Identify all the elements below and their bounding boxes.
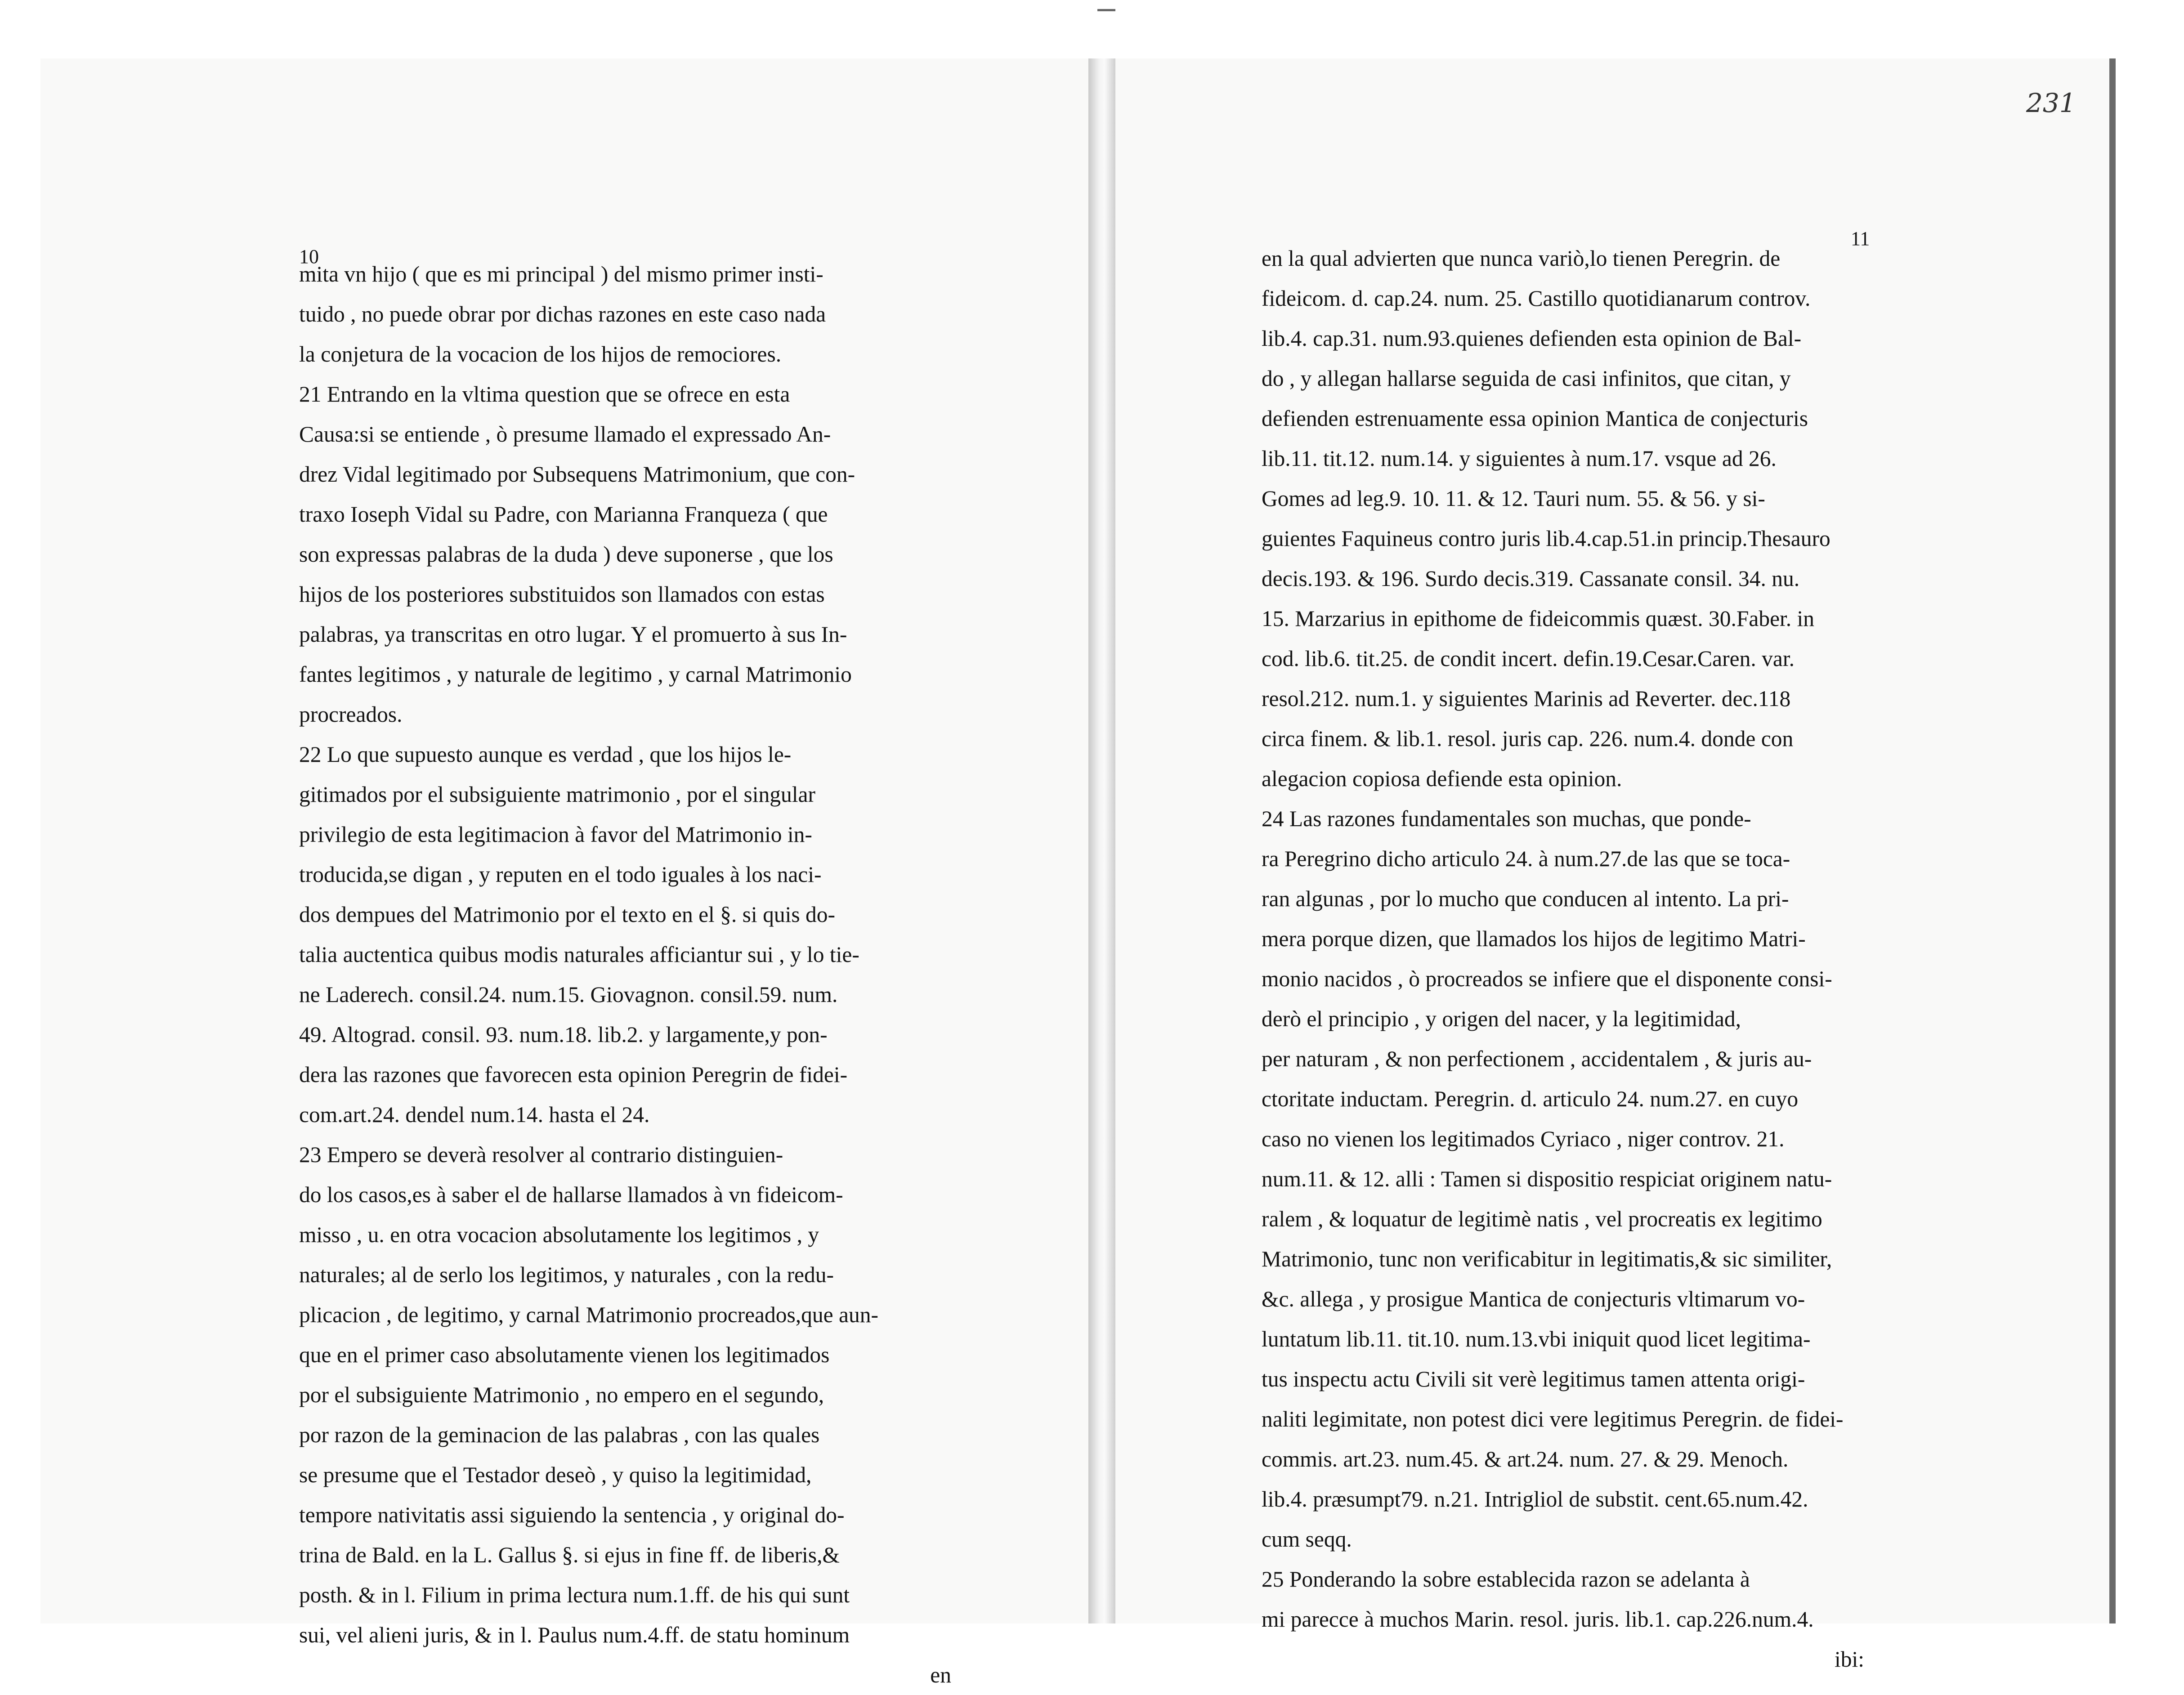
text-line: dos dempues del Matrimonio por el texto en el §. si quis do-: [299, 902, 835, 927]
text-line: ctoritate inductam. Peregrin. d. articulo 24. num.27. en cuyo: [1262, 1087, 1799, 1111]
text-line: circa finem. & lib.1. resol. juris cap. 226. num.4. donde con: [1262, 726, 1794, 751]
text-line: por el subsiguiente Matrimonio , no empero en el segundo,: [299, 1382, 824, 1407]
text-line: com.art.24. dendel num.14. hasta el 24.: [299, 1102, 650, 1127]
text-line: mita vn hijo ( que es mi principal ) del mismo primer insti-: [299, 262, 823, 286]
text-line: &c. allega , y prosigue Mantica de conjecturis vltimarum vo-: [1262, 1287, 1805, 1311]
text-line: sui, vel alieni juris, & in l. Paulus num.4.ff. de statu hominum: [299, 1623, 850, 1647]
text-line: tuido , no puede obrar por dichas razones en este caso nada: [299, 302, 826, 326]
text-line: fantes legitimos , y naturale de legitimo , y carnal Matrimonio: [299, 662, 852, 687]
text-line: naturales; al de serlo los legitimos, y naturales , con la redu-: [299, 1262, 834, 1287]
text-line: la conjetura de la vocacion de los hijos de remociores.: [299, 342, 782, 367]
text-line: defienden estrenuamente essa opinion Mantica de conjecturis: [1262, 406, 1808, 431]
text-line: hijos de los posteriores substituidos son llamados con estas: [299, 582, 825, 607]
text-line: 24 Las razones fundamentales son muchas, que ponde-: [1262, 806, 1751, 831]
text-line: Gomes ad leg.9. 10. 11. & 12. Tauri num. 55. & 56. y si-: [1262, 486, 1765, 511]
text-line: alegacion copiosa defiende esta opinion.: [1262, 766, 1622, 791]
text-line: do los casos,es à saber el de hallarse llamados à vn fideicom-: [299, 1182, 843, 1207]
text-line: que en el primer caso absolutamente vienen los legitimados: [299, 1342, 830, 1367]
text-line: misso , u. en otra vocacion absolutamente los legitimos , y: [299, 1222, 819, 1247]
text-line: Causa:si se entiende , ò presume llamado el expressado An-: [299, 422, 831, 447]
book-spine: [1088, 58, 1115, 1623]
text-line: monio nacidos , ò procreados se infiere que el disponente consi-: [1262, 966, 1832, 991]
text-line: ralem , & loquatur de legitimè natis , vel procreatis ex legitimo: [1262, 1207, 1822, 1231]
text-line: guientes Faquineus contro juris lib.4.cap.51.in princip.Thesauro: [1262, 526, 1830, 551]
text-line: ran algunas , por lo mucho que conducen al intento. La pri-: [1262, 886, 1789, 911]
text-line: naliti legimitate, non potest dici vere legitimus Peregrin. de fidei-: [1262, 1407, 1844, 1431]
text-line: commis. art.23. num.45. & art.24. num. 27. & 29. Menoch.: [1262, 1447, 1789, 1471]
page-number-right: 11: [1851, 228, 1870, 250]
text-line: se presume que el Testador deseò , y quiso la legitimidad,: [299, 1462, 812, 1487]
text-line: traxo Ioseph Vidal su Padre, con Marianna Franqueza ( que: [299, 502, 828, 527]
text-line: tus inspectu actu Civili sit verè legitimus tamen attenta origi-: [1262, 1367, 1805, 1391]
page-number-left: 10: [299, 246, 319, 268]
text-line: talia auctentica quibus modis naturales afficiantur sui , y lo tie-: [299, 942, 859, 967]
text-line: ne Laderech. consil.24. num.15. Giovagnon. consil.59. num.: [299, 982, 838, 1007]
catchword: ibi:: [1834, 1647, 1864, 1672]
text-line: 49. Altograd. consil. 93. num.18. lib.2. y largamente,y pon-: [299, 1022, 828, 1047]
text-line: Matrimonio, tunc non verificabitur in legitimatis,& sic similiter,: [1262, 1247, 1832, 1271]
text-line: plicacion , de legitimo, y carnal Matrimonio procreados,que aun-: [299, 1302, 878, 1327]
catchword: en: [930, 1663, 951, 1687]
left-page-text: [299, 254, 951, 1695]
text-line: 15. Marzarius in epithome de fideicommis quæst. 30.Faber. in: [1262, 606, 1815, 631]
text-line: procreados.: [299, 702, 403, 727]
text-line: luntatum lib.11. tit.10. num.13.vbi iniquit quod licet legitima-: [1262, 1327, 1811, 1351]
text-line: mi parecce à muchos Marin. resol. juris. lib.1. cap.226.num.4.: [1262, 1607, 1814, 1632]
text-line: resol.212. num.1. y siguientes Marinis ad Reverter. dec.118: [1262, 686, 1791, 711]
text-line: drez Vidal legitimado por Subsequens Matrimonium, que con-: [299, 462, 855, 487]
text-line: por razon de la geminacion de las palabras , con las quales: [299, 1422, 820, 1447]
text-line: troducida,se digan , y reputen en el todo iguales à los naci-: [299, 862, 822, 887]
text-line: num.11. & 12. alli : Tamen si dispositio respiciat originem natu-: [1262, 1167, 1832, 1191]
text-line: caso no vienen los legitimados Cyriaco , niger controv. 21.: [1262, 1127, 1785, 1151]
text-line: 23 Empero se deverà resolver al contrario distinguien-: [299, 1142, 783, 1167]
text-line: dera las razones que favorecen esta opinion Peregrin de fidei-: [299, 1062, 848, 1087]
text-line: lib.4. præsumpt79. n.21. Intrigliol de substit. cent.65.num.42.: [1262, 1487, 1808, 1512]
text-line: lib.4. cap.31. num.93.quienes defienden esta opinion de Bal-: [1262, 326, 1802, 351]
text-line: do , y allegan hallarse seguida de casi infinitos, que citan, y: [1262, 366, 1791, 391]
text-line: tempore nativitatis assi siguiendo la sentencia , y original do-: [299, 1503, 845, 1527]
folio-number: 231: [2026, 88, 2076, 118]
text-line: decis.193. & 196. Surdo decis.319. Cassanate consil. 34. nu.: [1262, 566, 1800, 591]
text-line: gitimados por el subsiguiente matrimonio , por el singular: [299, 782, 815, 807]
text-line: posth. & in l. Filium in prima lectura num.1.ff. de his qui sunt: [299, 1583, 850, 1607]
right-page-text: [1262, 238, 1864, 1679]
text-line: 22 Lo que supuesto aunque es verdad , que los hijos le-: [299, 742, 792, 767]
text-line: en la qual advierten que nunca variò,lo tienen Peregrin. de: [1262, 246, 1781, 271]
text-line: derò el principio , y origen del nacer, y la legitimidad,: [1262, 1006, 1741, 1031]
text-line: ra Peregrino dicho articulo 24. à num.27.de las que se toca-: [1262, 846, 1790, 871]
text-line: lib.11. tit.12. num.14. y siguientes à num.17. vsque ad 26.: [1262, 446, 1777, 471]
text-line: cod. lib.6. tit.25. de condit incert. defin.19.Cesar.Caren. var.: [1262, 646, 1795, 671]
text-line: trina de Bald. en la L. Gallus §. si ejus in fine ff. de liberis,&: [299, 1543, 840, 1567]
top-edge-mark: [1097, 9, 1115, 11]
text-line: cum seqq.: [1262, 1527, 1352, 1552]
text-line: mera porque dizen, que llamados los hijos de legitimo Matri-: [1262, 926, 1806, 951]
text-line: 25 Ponderando la sobre establecida razon se adelanta à: [1262, 1567, 1750, 1592]
text-line: 21 Entrando en la vltima question que se ofrece en esta: [299, 382, 790, 407]
text-line: son expressas palabras de la duda ) deve suponerse , que los: [299, 542, 833, 567]
text-line: per naturam , & non perfectionem , accidentalem , & juris au-: [1262, 1047, 1812, 1071]
text-line: privilegio de esta legitimacion à favor del Matrimonio in-: [299, 822, 812, 847]
text-line: fideicom. d. cap.24. num. 25. Castillo quotidianarum controv.: [1262, 286, 1811, 311]
text-line: palabras, ya transcritas en otro lugar. Y el promuerto à sus In-: [299, 622, 847, 647]
